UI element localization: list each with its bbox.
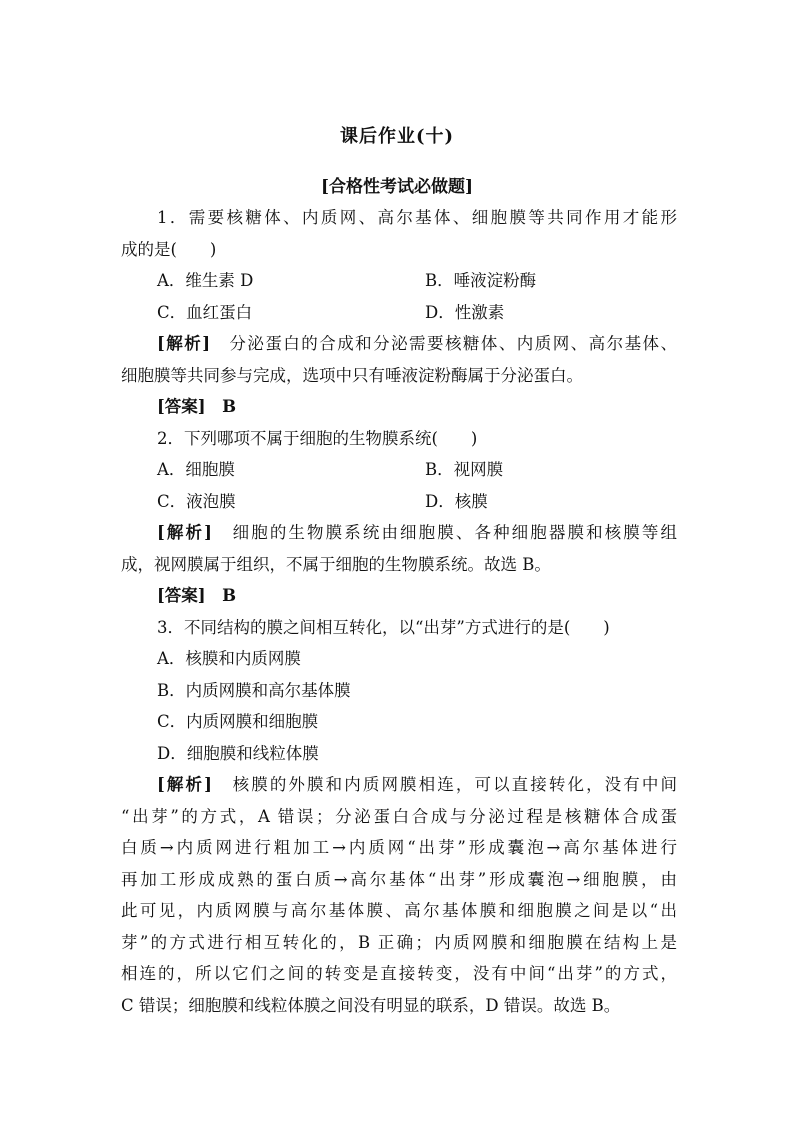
- q3-option-a: A．核膜和内质网膜: [157, 649, 301, 668]
- q2-options-row2: [121, 486, 677, 518]
- q2-option-b: B．视网膜: [425, 460, 504, 479]
- q3-analysis-line3: 白质→内质网进行粗加工→内质网“出芽”形成囊泡→高尔基体进行: [121, 838, 677, 857]
- q3-stem: 3．不同结构的膜之间相互转化，以“出芽”方式进行的是( ): [157, 617, 610, 637]
- q3-analysis-line6: 芽”的方式进行相互转化的，B 正确；内质网膜和细胞膜在结构上是: [121, 932, 677, 952]
- q1-analysis-line2: 细胞膜等共同参与完成，选项中只有唾液淀粉酶属于分泌蛋白。: [121, 365, 583, 385]
- q3-analysis-line5: 此可见，内质网膜与高尔基体膜、高尔基体膜和细胞膜之间是以“出: [121, 901, 677, 920]
- q3-analysis-tag: [解析]: [157, 775, 212, 794]
- q1-analysis-text1: 分泌蛋白的合成和分泌需要核糖体、内质网、高尔基体、: [210, 334, 677, 353]
- q2-stem: 2．下列哪项不属于细胞的生物膜系统( ): [157, 428, 478, 448]
- q1-option-c: C．血红蛋白: [157, 302, 253, 322]
- q3-analysis-line8: C 错误；细胞膜和线粒体膜之间没有明显的联系，D 错误。故选 B。: [121, 995, 621, 1015]
- q3-analysis-line7: 相连的，所以它们之间的转变是直接转变，没有中间“出芽”的方式，: [121, 964, 677, 983]
- q2-option-d: D．核膜: [425, 491, 488, 511]
- q1-stem-line1: 1．需要核糖体、内质网、高尔基体、细胞膜等共同作用才能形: [157, 208, 677, 227]
- q3-analysis-line1: [121, 769, 677, 801]
- q3-analysis-line4: 再加工形成成熟的蛋白质→高尔基体“出芽”形成囊泡→细胞膜，由: [121, 869, 677, 889]
- q1-answer-line: [121, 391, 677, 423]
- q1-answer-value: B: [205, 397, 237, 416]
- q1-option-d: D．性激素: [425, 302, 505, 322]
- section-heading: [合格性考试必做题]: [320, 177, 474, 197]
- q2-analysis-line1: [121, 517, 677, 549]
- q1-options-row2: [121, 297, 677, 329]
- q3-option-d: D．细胞膜和线粒体膜: [157, 743, 319, 763]
- q2-option-a: A．细胞膜: [157, 460, 235, 479]
- q2-options-row1: [121, 454, 677, 486]
- page-title: 课后作业(十): [339, 126, 455, 147]
- q2-option-c: C．液泡膜: [157, 491, 236, 511]
- q3-analysis-line2: “出芽”的方式，A 错误；分泌蛋白合成与分泌过程是核糖体合成蛋: [121, 806, 677, 826]
- q2-answer-tag: [答案]: [157, 586, 206, 605]
- q1-analysis-line1: [121, 328, 677, 360]
- q1-options-row1: [121, 265, 677, 297]
- q1-answer-tag: [答案]: [157, 397, 206, 416]
- q1-option-a: A．维生素 D: [157, 271, 254, 290]
- q1-stem-line2: 成的是( ): [121, 239, 217, 259]
- q3-option-c: C．内质网膜和细胞膜: [157, 712, 319, 731]
- q1-option-b: B．唾液淀粉酶: [425, 271, 537, 290]
- q1-analysis-tag: [解析]: [157, 334, 210, 353]
- question-list: [121, 202, 677, 1021]
- q2-analysis-text1: 细胞的生物膜系统由细胞膜、各种细胞器膜和核膜等组: [211, 523, 677, 542]
- q2-analysis-tag: [解析]: [157, 523, 212, 542]
- q3-analysis-text1: 核膜的外膜和内质网膜相连，可以直接转化，没有中间: [211, 775, 677, 794]
- q2-analysis-line2: 成，视网膜属于组织，不属于细胞的生物膜系统。故选 B。: [121, 554, 551, 574]
- q3-option-b: B．内质网膜和高尔基体膜: [157, 680, 351, 700]
- q2-answer-value: B: [205, 586, 237, 605]
- q2-answer-line: [121, 580, 677, 612]
